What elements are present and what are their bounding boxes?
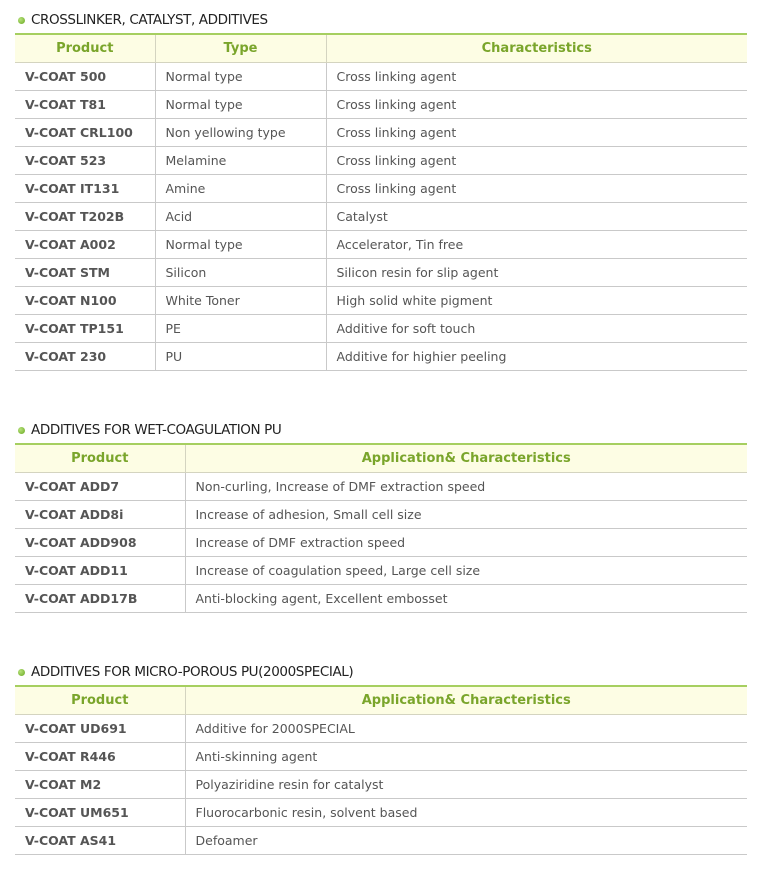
- product-cell: V-COAT ADD17B: [15, 585, 185, 613]
- product-cell: V-COAT T202B: [15, 203, 155, 231]
- table-row: [15, 771, 747, 799]
- bullet-icon: [18, 427, 25, 434]
- product-cell: V-COAT ADD7: [15, 473, 185, 501]
- header-application: Application& Characteristics: [185, 686, 747, 715]
- table-header-row: [15, 444, 747, 473]
- product-cell: V-COAT AS41: [15, 827, 185, 855]
- type-cell: PE: [155, 315, 326, 343]
- table-row: [15, 147, 747, 175]
- header-product: Product: [15, 686, 185, 715]
- type-cell: Silicon: [155, 259, 326, 287]
- product-cell: V-COAT A002: [15, 231, 155, 259]
- bullet-icon: [18, 17, 25, 24]
- wet-coagulation-table: [15, 443, 747, 613]
- characteristics-cell: Cross linking agent: [326, 119, 747, 147]
- section-micro-porous: [15, 661, 747, 855]
- type-cell: Amine: [155, 175, 326, 203]
- header-product: Product: [15, 444, 185, 473]
- application-cell: Defoamer: [185, 827, 747, 855]
- table-row: [15, 203, 747, 231]
- product-cell: V-COAT CRL100: [15, 119, 155, 147]
- characteristics-cell: Catalyst: [326, 203, 747, 231]
- table-row: [15, 501, 747, 529]
- table-row: [15, 259, 747, 287]
- header-characteristics: Characteristics: [326, 34, 747, 63]
- application-cell: Additive for 2000SPECIAL: [185, 715, 747, 743]
- characteristics-cell: Silicon resin for slip agent: [326, 259, 747, 287]
- section-title-text: ADDITIVES FOR MICRO-POROUS PU(2000SPECIAL): [31, 664, 354, 680]
- table-header-row: [15, 686, 747, 715]
- micro-porous-table: [15, 685, 747, 855]
- product-cell: V-COAT M2: [15, 771, 185, 799]
- type-cell: Normal type: [155, 63, 326, 91]
- table-row: [15, 91, 747, 119]
- header-type: Type: [155, 34, 326, 63]
- product-cell: V-COAT IT131: [15, 175, 155, 203]
- characteristics-cell: Cross linking agent: [326, 63, 747, 91]
- table-row: [15, 119, 747, 147]
- table-row: [15, 315, 747, 343]
- header-application: Application& Characteristics: [185, 444, 747, 473]
- section-title-text: CROSSLINKER, CATALYST, ADDITIVES: [31, 12, 268, 28]
- application-cell: Non-curling, Increase of DMF extraction speed: [185, 473, 747, 501]
- section-title-text: ADDITIVES FOR WET-COAGULATION PU: [31, 422, 282, 438]
- application-cell: Polyaziridine resin for catalyst: [185, 771, 747, 799]
- table-row: [15, 63, 747, 91]
- product-cell: V-COAT TP151: [15, 315, 155, 343]
- application-cell: Increase of adhesion, Small cell size: [185, 501, 747, 529]
- table-row: [15, 557, 747, 585]
- table-row: [15, 287, 747, 315]
- section-crosslinker: [15, 9, 747, 371]
- type-cell: Melamine: [155, 147, 326, 175]
- product-cell: V-COAT ADD11: [15, 557, 185, 585]
- type-cell: Non yellowing type: [155, 119, 326, 147]
- product-cell: V-COAT T81: [15, 91, 155, 119]
- table-row: [15, 529, 747, 557]
- table-row: [15, 343, 747, 371]
- type-cell: PU: [155, 343, 326, 371]
- type-cell: Normal type: [155, 91, 326, 119]
- type-cell: White Toner: [155, 287, 326, 315]
- product-cell: V-COAT UD691: [15, 715, 185, 743]
- product-cell: V-COAT ADD8i: [15, 501, 185, 529]
- table-row: [15, 585, 747, 613]
- section-title: [15, 9, 747, 31]
- table-row: [15, 799, 747, 827]
- table-row: [15, 231, 747, 259]
- type-cell: Normal type: [155, 231, 326, 259]
- characteristics-cell: Cross linking agent: [326, 175, 747, 203]
- crosslinker-table: [15, 33, 747, 371]
- bullet-icon: [18, 669, 25, 676]
- characteristics-cell: Additive for soft touch: [326, 315, 747, 343]
- product-cell: V-COAT 523: [15, 147, 155, 175]
- product-cell: V-COAT UM651: [15, 799, 185, 827]
- characteristics-cell: Additive for highier peeling: [326, 343, 747, 371]
- table-row: [15, 743, 747, 771]
- table-header-row: [15, 34, 747, 63]
- table-row: [15, 473, 747, 501]
- product-cell: V-COAT STM: [15, 259, 155, 287]
- product-cell: V-COAT ADD908: [15, 529, 185, 557]
- header-product: Product: [15, 34, 155, 63]
- characteristics-cell: Accelerator, Tin free: [326, 231, 747, 259]
- product-cell: V-COAT 500: [15, 63, 155, 91]
- section-wet-coagulation: [15, 419, 747, 613]
- characteristics-cell: Cross linking agent: [326, 91, 747, 119]
- section-title: [15, 419, 747, 441]
- section-title: [15, 661, 747, 683]
- table-row: [15, 715, 747, 743]
- table-row: [15, 175, 747, 203]
- application-cell: Increase of DMF extraction speed: [185, 529, 747, 557]
- application-cell: Increase of coagulation speed, Large cell size: [185, 557, 747, 585]
- application-cell: Fluorocarbonic resin, solvent based: [185, 799, 747, 827]
- product-cell: V-COAT R446: [15, 743, 185, 771]
- application-cell: Anti-blocking agent, Excellent embosset: [185, 585, 747, 613]
- application-cell: Anti-skinning agent: [185, 743, 747, 771]
- product-cell: V-COAT 230: [15, 343, 155, 371]
- table-row: [15, 827, 747, 855]
- product-cell: V-COAT N100: [15, 287, 155, 315]
- type-cell: Acid: [155, 203, 326, 231]
- characteristics-cell: High solid white pigment: [326, 287, 747, 315]
- characteristics-cell: Cross linking agent: [326, 147, 747, 175]
